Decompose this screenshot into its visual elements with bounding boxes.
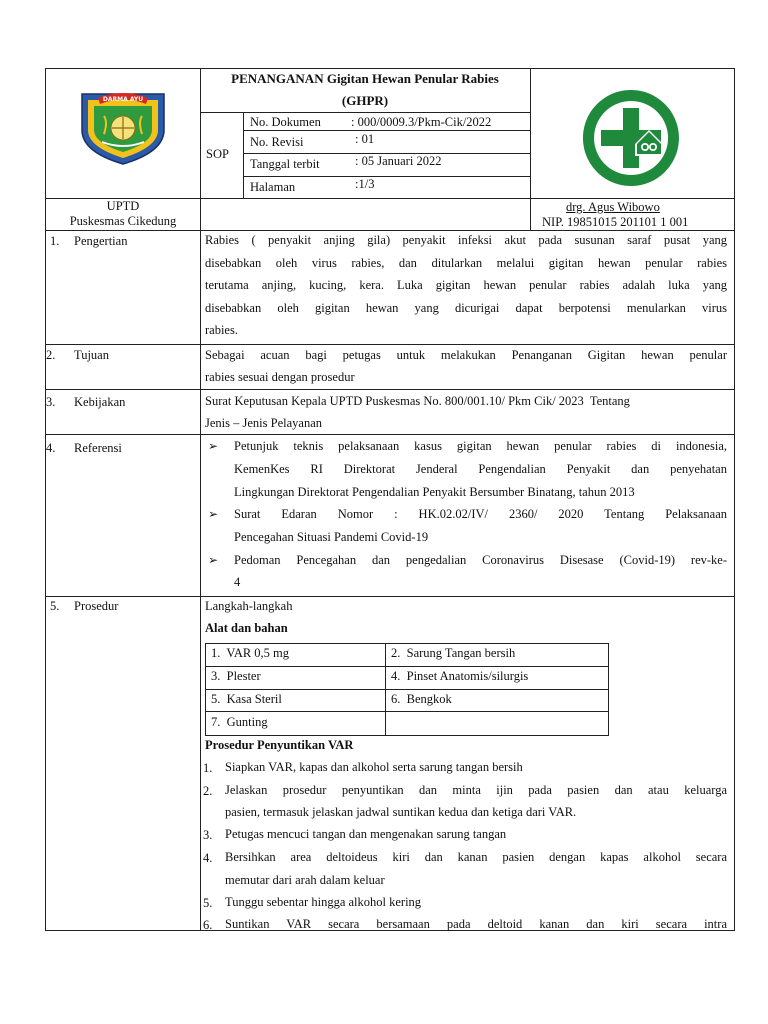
section-label-tujuan: Tujuan (74, 348, 109, 362)
puskesmas-logo (579, 86, 683, 190)
text-line: Jelaskan prosedur penyuntikan dan minta ijin pada pasien dan atau keluarga (225, 783, 727, 797)
field-label-tanggal: Tanggal terbit (250, 157, 320, 171)
alat-heading: Alat dan bahan (205, 621, 288, 635)
document-title: PENANGANAN Gigitan Hewan Penular Rabies (231, 71, 499, 86)
section-label-referensi: Referensi (74, 441, 122, 455)
org-line-1: UPTD (106, 199, 140, 213)
signer-nip: NIP. 19851015 201101 1 001 (542, 215, 689, 229)
table-cell: 6. Bengkok (391, 692, 452, 706)
table-cell: 3. Plester (211, 669, 261, 683)
text-line: Surat Keputusan Kepala UPTD Puskesmas No. 800/001.10/ Pkm Cik/ 2023 Tentang (205, 394, 630, 408)
field-value-halaman: :1/3 (355, 177, 375, 191)
step-number: 4. (203, 851, 213, 865)
arrow-bullet-icon: ➢ (208, 507, 219, 521)
field-value-no-revisi: : 01 (355, 132, 375, 146)
arrow-bullet-icon: ➢ (208, 439, 219, 453)
text-line: disebabkan oleh virus rabies, dan ditularkan melalui gigitan hewan penular rabies (205, 256, 727, 270)
text-line: rabies. (205, 323, 238, 337)
section-label-kebijakan: Kebijakan (74, 395, 126, 409)
text-line: Tunggu sebentar hingga alkohol kering (225, 895, 422, 909)
prosedur-heading: Prosedur Penyuntikan VAR (205, 738, 354, 752)
text-line: Suntikan VAR secara bersamaan pada deltoid kanan dan kiri secara intra (225, 917, 727, 931)
text-line: KemenKes RI Direktorat Jenderal Pengendalian Penyakit dan penyehatan (234, 462, 727, 476)
text-line: Pencegahan Situasi Pandemi Covid-19 (234, 530, 429, 544)
text-line: Siapkan VAR, kapas dan alkohol serta sarung tangan bersih (225, 760, 523, 774)
section-num-kebijakan: 3. (46, 395, 56, 409)
text-line: Pedoman Pencegahan dan pengedalian Coronavirus Disesase (Covid-19) rev-ke- (234, 553, 727, 567)
sop-label: SOP (206, 147, 229, 161)
step-number: 1. (203, 761, 213, 775)
field-label-no-revisi: No. Revisi (250, 135, 304, 149)
section-label-prosedur: Prosedur (74, 599, 119, 613)
section-num-referensi: 4. (46, 441, 56, 455)
prosedur-intro: Langkah-langkah (205, 599, 293, 613)
table-cell: 7. Gunting (211, 715, 268, 729)
text-line: memutar dari arah dalam keluar (225, 873, 385, 887)
text-line: Bersihkan area deltoideus kiri dan kanan pasien dengan kapas alkohol secara (225, 850, 727, 864)
text-line: Lingkungan Direktorat Pengendalian Penyakit Bersumber Binatang, tahun 2013 (234, 485, 635, 499)
text-line: Rabies ( penyakit anjing gila) penyakit infeksi akut pada susunan saraf pusat yang (205, 233, 727, 247)
text-line: Petunjuk teknis pelaksanaan kasus gigitan hewan penular rabies di indonesia, (234, 439, 727, 453)
field-label-no-dokumen: No. Dokumen (250, 115, 321, 129)
document-title-abbr: (GHPR) (341, 93, 389, 108)
step-number: 6. (203, 918, 213, 932)
step-number: 3. (203, 828, 213, 842)
text-line: Surat Edaran Nomor : HK.02.02/IV/ 2360/ 2020 Tentang Pelaksanaan (234, 507, 727, 521)
table-cell: 1. VAR 0,5 mg (211, 646, 290, 660)
logo-ribbon-text: DARMA AYU (102, 96, 144, 103)
table-cell: 2. Sarung Tangan bersih (391, 646, 516, 660)
text-line: Jenis – Jenis Pelayanan (205, 416, 322, 430)
step-number: 2. (203, 784, 213, 798)
step-number: 5. (203, 896, 213, 910)
text-line: Sebagai acuan bagi petugas untuk melakukan Penanganan Gigitan hewan penular (205, 348, 727, 362)
section-label-pengertian: Pengertian (74, 234, 128, 248)
section-num-pengertian: 1. (50, 234, 60, 248)
field-label-halaman: Halaman (250, 180, 296, 194)
text-line: terutama anjing, kucing, kera. Luka gigitan hewan penular rabies adalah luka yang (205, 278, 727, 292)
table-cell: 4. Pinset Anatomis/silurgis (391, 669, 529, 683)
field-value-tanggal: : 05 Januari 2022 (355, 154, 442, 168)
text-line: rabies sesuai dengan prosedur (205, 370, 355, 384)
field-value-no-dokumen: : 000/0009.3/Pkm-Cik/2022 (351, 115, 492, 129)
text-line: disebabkan oleh gigitan hewan yang dicurigai dapat berpotensi menularkan virus (205, 301, 727, 315)
section-num-prosedur: 5. (50, 599, 60, 613)
text-line: Petugas mencuci tangan dan mengenakan sarung tangan (225, 827, 507, 841)
section-num-tujuan: 2. (46, 348, 56, 362)
org-line-2: Puskesmas Cikedung (69, 214, 177, 228)
signer-name: drg. Agus Wibowo (566, 200, 660, 214)
arrow-bullet-icon: ➢ (208, 553, 219, 567)
table-cell: 5. Kasa Steril (211, 692, 282, 706)
text-line: 4 (234, 575, 241, 589)
text-line: pasien, termasuk jelaskan jadwal suntikan kedua dan ketiga dari VAR. (225, 805, 577, 819)
regency-logo (76, 86, 170, 166)
